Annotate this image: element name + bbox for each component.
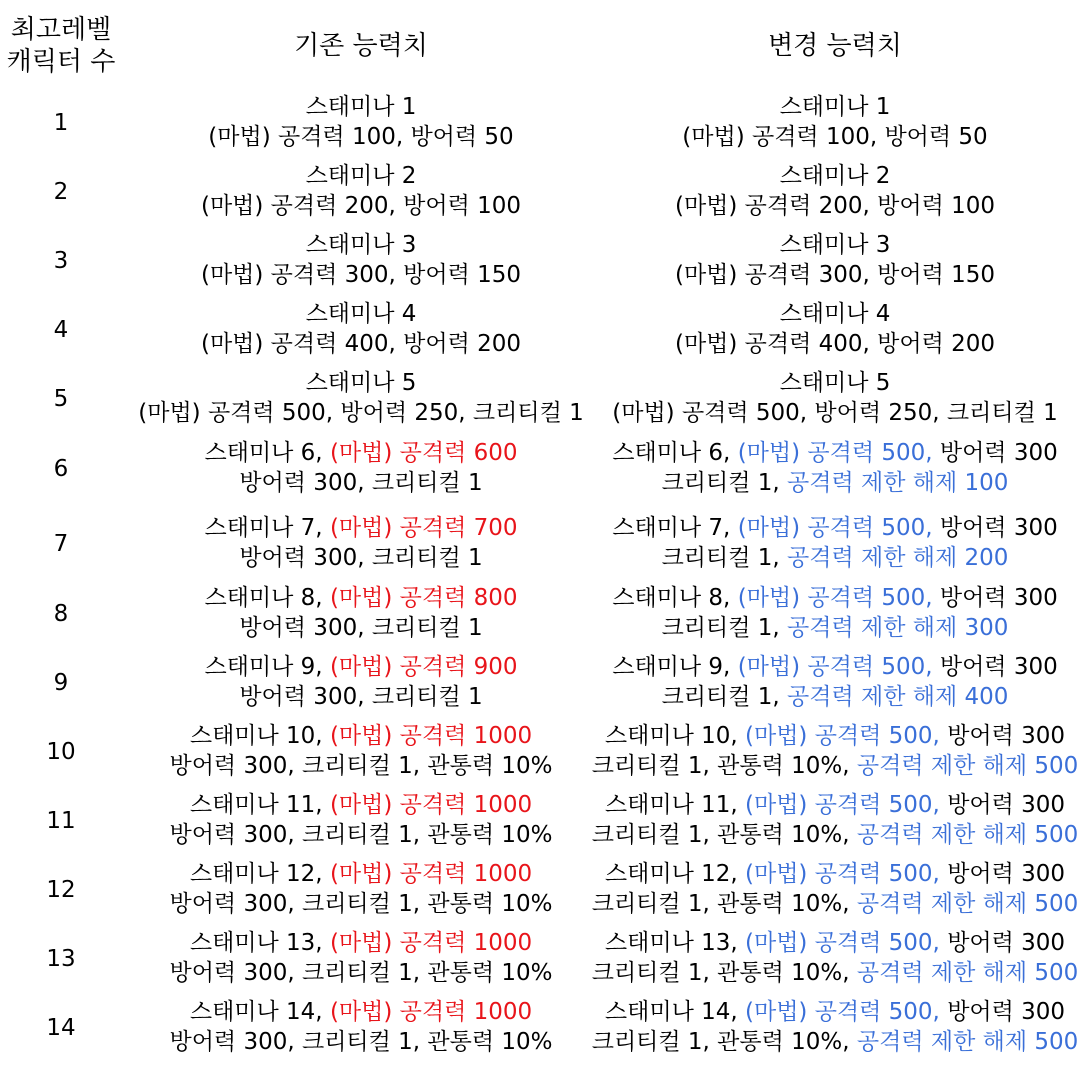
- stats-line: [122, 543, 600, 573]
- changed-stat-text: (마법) 공격력 500,: [737, 440, 940, 466]
- stat-text: 스태미나 14,: [189, 999, 330, 1025]
- stats-line: [590, 790, 1080, 820]
- stats-line: [590, 543, 1080, 573]
- stats-line: [122, 721, 600, 751]
- stat-text: 방어력 300: [939, 585, 1058, 611]
- table-row: [0, 652, 1080, 720]
- old-attack-text: (마법) 공격력 700: [329, 515, 518, 541]
- stat-text: 크리티컬 1, 관통력 10%,: [591, 960, 857, 986]
- stats-line: [122, 682, 600, 712]
- old-stats-cell: [122, 161, 600, 221]
- stat-text: 스태미나 11,: [189, 792, 330, 818]
- old-stats-cell: [122, 299, 600, 359]
- stat-text: (마법) 공격력 100, 방어력 50: [682, 124, 988, 150]
- stat-text: (마법) 공격력 500, 방어력 250, 크리티컬 1: [612, 400, 1058, 426]
- stat-text: (마법) 공격력 500, 방어력 250, 크리티컬 1: [138, 400, 584, 426]
- stat-text: 방어력 300, 크리티컬 1, 관통력 10%: [169, 891, 553, 917]
- new-stats-cell: [590, 652, 1080, 712]
- stat-text: 스태미나 6,: [204, 440, 330, 466]
- character-count-cell: 4: [53, 317, 69, 343]
- old-stats-cell: [122, 721, 600, 781]
- stat-text: 스태미나 14,: [604, 999, 745, 1025]
- stat-text: 방어력 300: [947, 999, 1066, 1025]
- character-count-cell: 11: [46, 808, 76, 834]
- stats-line: [122, 368, 600, 398]
- stat-text: 방어력 300: [939, 654, 1058, 680]
- old-stats-cell: [122, 230, 600, 290]
- stats-line: [590, 398, 1080, 428]
- old-attack-text: (마법) 공격력 1000: [329, 930, 533, 956]
- stats-line: [590, 958, 1080, 988]
- new-stats-cell: [590, 161, 1080, 221]
- stat-text: 스태미나 12,: [189, 861, 330, 887]
- old-attack-text: (마법) 공격력 900: [329, 654, 518, 680]
- character-count-cell: 8: [53, 601, 69, 627]
- stat-text: 스태미나 11,: [604, 792, 745, 818]
- changed-stat-text: 공격력 제한 해제 500: [856, 891, 1079, 917]
- character-count-cell: 6: [53, 456, 69, 482]
- stats-line: [122, 958, 600, 988]
- stats-line: [122, 790, 600, 820]
- stats-line: [122, 997, 600, 1027]
- stats-line: [122, 751, 600, 781]
- stats-line: [590, 230, 1080, 260]
- changed-stat-text: (마법) 공격력 500,: [737, 585, 940, 611]
- stat-text: 방어력 300: [947, 861, 1066, 887]
- stats-line: [590, 368, 1080, 398]
- stat-text: 스태미나 13,: [604, 930, 745, 956]
- new-stats-cell: [590, 721, 1080, 781]
- table-row: [0, 230, 1080, 298]
- stat-text: 스태미나 5: [779, 370, 891, 396]
- stats-line: [590, 928, 1080, 958]
- stat-text: 스태미나 3: [779, 232, 891, 258]
- stats-line: [590, 682, 1080, 712]
- old-stats-cell: [122, 859, 600, 919]
- old-attack-text: (마법) 공격력 1000: [329, 723, 533, 749]
- header-character-count: [0, 14, 122, 78]
- changed-stat-text: (마법) 공격력 500,: [745, 792, 948, 818]
- new-stats-cell: [590, 859, 1080, 919]
- old-stats-cell: [122, 368, 600, 428]
- stats-line: [590, 92, 1080, 122]
- stats-line: [122, 329, 600, 359]
- stat-text: (마법) 공격력 200, 방어력 100: [200, 193, 522, 219]
- stat-text: 방어력 300: [939, 515, 1058, 541]
- stats-line: [122, 122, 600, 152]
- changed-stat-text: 공격력 제한 해제 300: [787, 615, 1009, 641]
- stat-text: 스태미나 1: [779, 94, 891, 120]
- table-row: [0, 161, 1080, 229]
- header-count-line2: 캐릭터 수: [6, 47, 116, 77]
- new-stats-cell: [590, 997, 1080, 1057]
- stat-text: 스태미나 2: [779, 163, 891, 189]
- stat-text: 스태미나 10,: [189, 723, 330, 749]
- stat-text: 크리티컬 1, 관통력 10%,: [591, 822, 857, 848]
- stat-text: 크리티컬 1, 관통력 10%,: [591, 891, 857, 917]
- stats-line: [122, 889, 600, 919]
- table-row: [0, 299, 1080, 367]
- character-count-cell: 12: [46, 877, 76, 903]
- stats-line: [122, 613, 600, 643]
- stats-line: [590, 329, 1080, 359]
- stat-text: 크리티컬 1, 관통력 10%,: [591, 753, 857, 779]
- stat-text: 방어력 300: [947, 930, 1066, 956]
- stat-text: 스태미나 8,: [204, 585, 330, 611]
- stats-line: [122, 513, 600, 543]
- stat-text: 스태미나 10,: [604, 723, 745, 749]
- stat-text: 방어력 300, 크리티컬 1: [239, 684, 483, 710]
- stat-text: 방어력 300, 크리티컬 1: [239, 470, 483, 496]
- stat-text: 스태미나 13,: [189, 930, 330, 956]
- old-stats-cell: [122, 652, 600, 712]
- table-row: [0, 928, 1080, 996]
- stats-line: [122, 161, 600, 191]
- table-row: [0, 859, 1080, 927]
- stats-line: [122, 820, 600, 850]
- old-stats-cell: [122, 513, 600, 573]
- changed-stat-text: (마법) 공격력 500,: [745, 999, 948, 1025]
- old-stats-cell: [122, 583, 600, 643]
- changed-stat-text: (마법) 공격력 500,: [745, 861, 948, 887]
- old-stats-cell: [122, 997, 600, 1057]
- stat-text: 크리티컬 1,: [661, 684, 788, 710]
- stats-line: [590, 122, 1080, 152]
- changed-stat-text: 공격력 제한 해제 500: [856, 753, 1079, 779]
- stats-line: [122, 652, 600, 682]
- table-row: [0, 583, 1080, 651]
- stat-text: (마법) 공격력 400, 방어력 200: [674, 331, 996, 357]
- stat-text: 스태미나 1: [305, 94, 417, 120]
- old-stats-cell: [122, 438, 600, 498]
- character-count-cell: 10: [46, 739, 76, 765]
- old-stats-cell: [122, 928, 600, 988]
- stat-text: 스태미나 9,: [204, 654, 330, 680]
- table-row: [0, 721, 1080, 789]
- new-stats-cell: [590, 928, 1080, 988]
- stats-line: [122, 260, 600, 290]
- stats-line: [122, 1027, 600, 1057]
- character-count-cell: 9: [53, 670, 69, 696]
- character-count-cell: 5: [53, 386, 69, 412]
- changed-stat-text: 공격력 제한 해제 400: [787, 684, 1009, 710]
- table-row: [0, 438, 1080, 506]
- changed-stat-text: 공격력 제한 해제 200: [787, 545, 1009, 571]
- stat-text: 방어력 300: [947, 792, 1066, 818]
- stat-text: (마법) 공격력 300, 방어력 150: [200, 262, 522, 288]
- new-stats-cell: [590, 92, 1080, 152]
- stats-line: [122, 468, 600, 498]
- stats-line: [590, 652, 1080, 682]
- table-row: [0, 790, 1080, 858]
- table-row: [0, 997, 1080, 1065]
- changed-stat-text: 공격력 제한 해제 500: [856, 960, 1079, 986]
- stat-text: 스태미나 6,: [612, 440, 738, 466]
- character-count-cell: 1: [53, 110, 69, 136]
- stat-text: 방어력 300: [939, 440, 1058, 466]
- stats-line: [590, 299, 1080, 329]
- table-row: [0, 513, 1080, 581]
- header-new-stats: 변경 능력치: [768, 31, 902, 61]
- stat-text: 크리티컬 1,: [661, 615, 788, 641]
- stats-line: [590, 1027, 1080, 1057]
- stat-text: (마법) 공격력 400, 방어력 200: [200, 331, 522, 357]
- changed-stat-text: 공격력 제한 해제 100: [787, 470, 1009, 496]
- stats-line: [122, 299, 600, 329]
- changed-stat-text: 공격력 제한 해제 500: [856, 1029, 1079, 1055]
- stat-text: 방어력 300, 크리티컬 1, 관통력 10%: [169, 960, 553, 986]
- stat-text: (마법) 공격력 100, 방어력 50: [208, 124, 514, 150]
- table-row: [0, 368, 1080, 436]
- stats-line: [122, 438, 600, 468]
- stat-text: 스태미나 7,: [204, 515, 330, 541]
- stat-text: 스태미나 8,: [612, 585, 738, 611]
- stats-line: [122, 583, 600, 613]
- stat-text: 스태미나 4: [305, 301, 417, 327]
- stat-text: (마법) 공격력 200, 방어력 100: [674, 193, 996, 219]
- stats-line: [590, 438, 1080, 468]
- stats-line: [590, 613, 1080, 643]
- old-attack-text: (마법) 공격력 1000: [329, 861, 533, 887]
- stat-text: 방어력 300, 크리티컬 1: [239, 545, 483, 571]
- stat-text: 방어력 300: [947, 723, 1066, 749]
- old-attack-text: (마법) 공격력 600: [329, 440, 518, 466]
- changed-stat-text: (마법) 공격력 500,: [745, 723, 948, 749]
- changed-stat-text: (마법) 공격력 500,: [737, 654, 940, 680]
- header-old-stats: 기존 능력치: [294, 31, 428, 61]
- stats-line: [590, 191, 1080, 221]
- stats-line: [590, 751, 1080, 781]
- stats-line: [122, 230, 600, 260]
- old-stats-cell: [122, 790, 600, 850]
- old-stats-cell: [122, 92, 600, 152]
- stat-text: 크리티컬 1, 관통력 10%,: [591, 1029, 857, 1055]
- character-count-cell: 14: [46, 1015, 76, 1041]
- stats-line: [122, 398, 600, 428]
- stat-text: 방어력 300, 크리티컬 1, 관통력 10%: [169, 822, 553, 848]
- character-count-cell: 7: [53, 531, 69, 557]
- stat-text: 스태미나 12,: [604, 861, 745, 887]
- stats-line: [590, 161, 1080, 191]
- stat-text: 방어력 300, 크리티컬 1: [239, 615, 483, 641]
- new-stats-cell: [590, 513, 1080, 573]
- stats-line: [590, 859, 1080, 889]
- stats-line: [590, 583, 1080, 613]
- changed-stat-text: (마법) 공격력 500,: [737, 515, 940, 541]
- changed-stat-text: 공격력 제한 해제 500: [856, 822, 1079, 848]
- stats-line: [590, 997, 1080, 1027]
- stats-line: [590, 468, 1080, 498]
- stats-line: [122, 928, 600, 958]
- character-count-cell: 2: [53, 179, 69, 205]
- new-stats-cell: [590, 368, 1080, 428]
- stats-line: [590, 721, 1080, 751]
- stat-text: 스태미나 4: [779, 301, 891, 327]
- table-row: [0, 92, 1080, 160]
- stats-line: [122, 191, 600, 221]
- stat-text: 스태미나 2: [305, 163, 417, 189]
- new-stats-cell: [590, 299, 1080, 359]
- stat-text: 크리티컬 1,: [661, 470, 788, 496]
- stat-text: 스태미나 7,: [612, 515, 738, 541]
- new-stats-cell: [590, 583, 1080, 643]
- stat-text: 방어력 300, 크리티컬 1, 관통력 10%: [169, 1029, 553, 1055]
- old-attack-text: (마법) 공격력 1000: [329, 792, 533, 818]
- stats-line: [590, 820, 1080, 850]
- character-count-cell: 3: [53, 248, 69, 274]
- stats-line: [590, 260, 1080, 290]
- header-count-line1: 최고레벨: [10, 15, 112, 45]
- stat-text: 크리티컬 1,: [661, 545, 788, 571]
- stat-text: 방어력 300, 크리티컬 1, 관통력 10%: [169, 753, 553, 779]
- stat-text: 스태미나 3: [305, 232, 417, 258]
- stats-line: [122, 92, 600, 122]
- old-attack-text: (마법) 공격력 800: [329, 585, 518, 611]
- stats-line: [590, 513, 1080, 543]
- character-count-cell: 13: [46, 946, 76, 972]
- stat-text: 스태미나 5: [305, 370, 417, 396]
- old-attack-text: (마법) 공격력 1000: [329, 999, 533, 1025]
- stats-line: [122, 859, 600, 889]
- new-stats-cell: [590, 230, 1080, 290]
- changed-stat-text: (마법) 공격력 500,: [745, 930, 948, 956]
- new-stats-cell: [590, 438, 1080, 498]
- stat-text: (마법) 공격력 300, 방어력 150: [674, 262, 996, 288]
- stats-line: [590, 889, 1080, 919]
- new-stats-cell: [590, 790, 1080, 850]
- stat-text: 스태미나 9,: [612, 654, 738, 680]
